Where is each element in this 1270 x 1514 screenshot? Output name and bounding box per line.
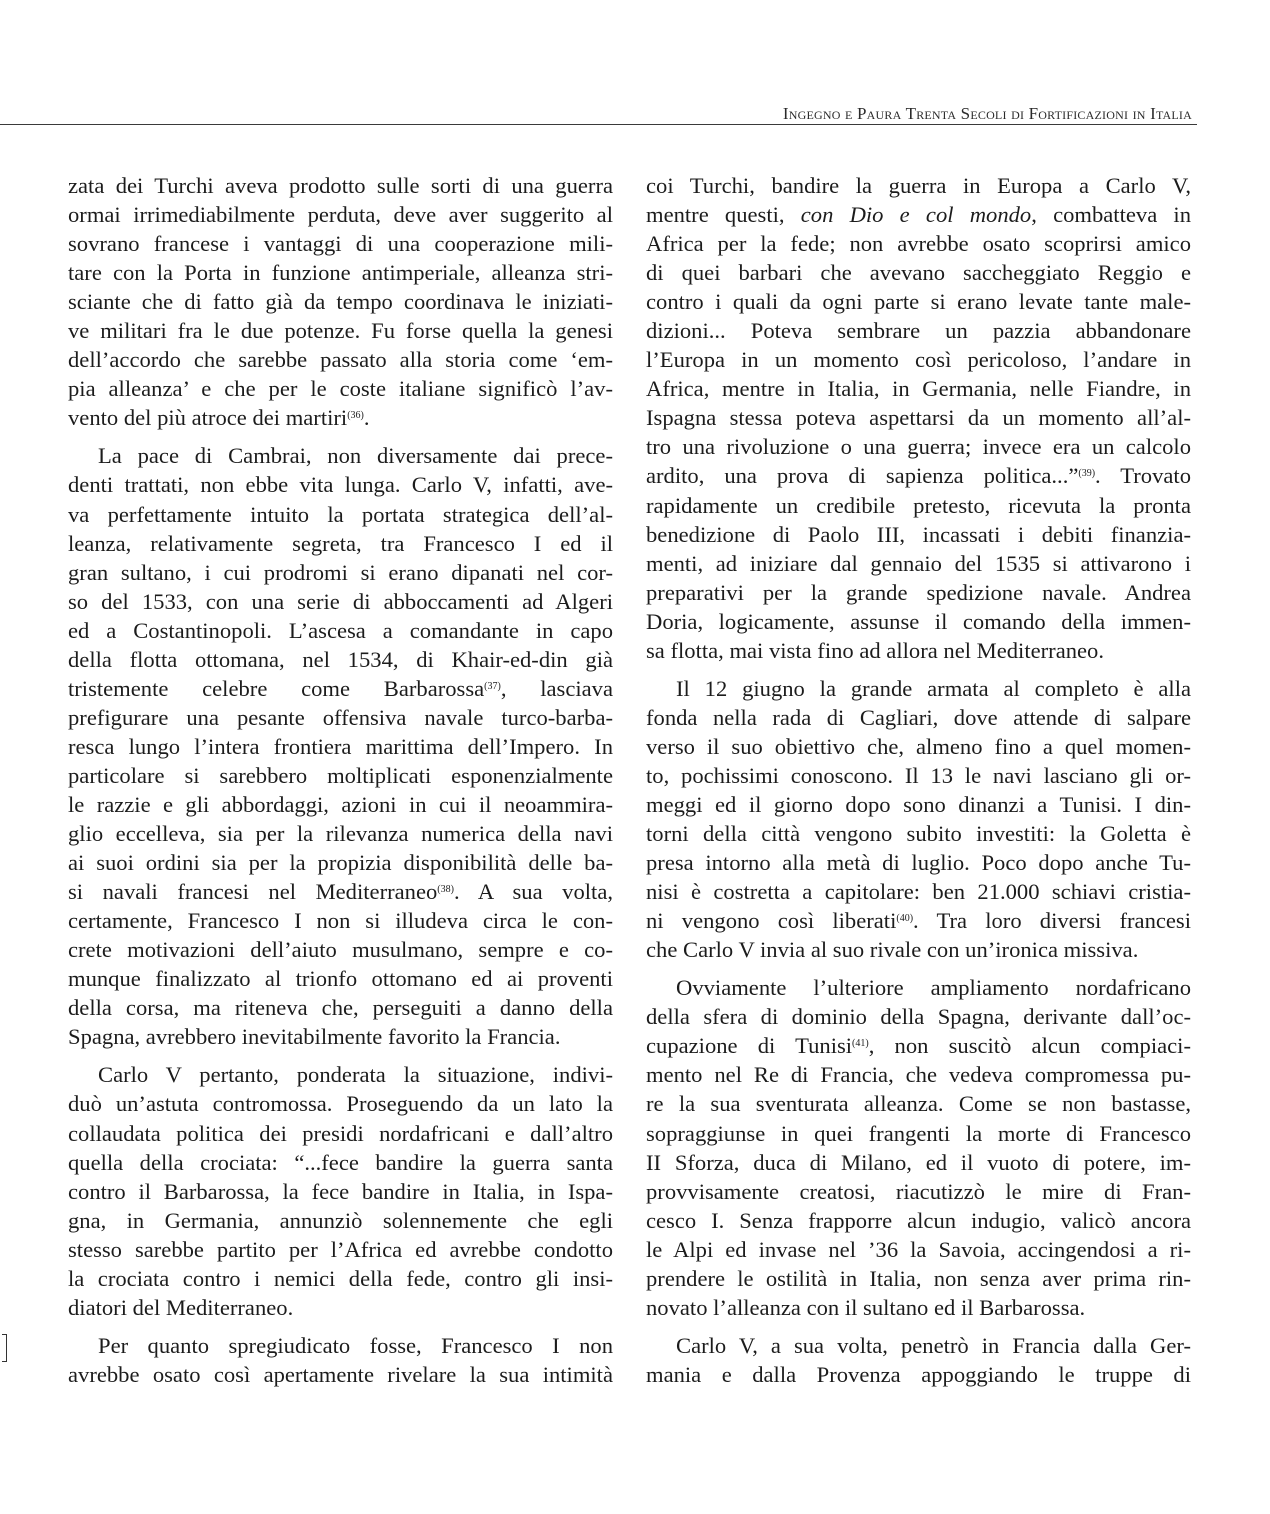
text-line: resca lungo l’intera frontiera marittima dell’Impero. In <box>68 733 613 759</box>
text-line: zata dei Turchi aveva prodotto sulle sorti di una guerra <box>68 173 613 198</box>
header-rule <box>0 124 1197 125</box>
text-line: ormai irrimediabilmente perduta, deve aver suggerito al <box>68 202 613 228</box>
text-line: glio eccelleva, sia per la rilevanza numerica della navi <box>68 821 613 847</box>
text-line: mento nel Re di Francia, che vedeva compromessa pu- <box>646 1062 1191 1088</box>
text-line: gna, in Germania, annunziò solennemente che egli <box>68 1207 613 1233</box>
text-line: to, pochissimi conoscono. Il 13 le navi lasciano gli or- <box>646 762 1191 788</box>
text-line: verso il suo obiettivo che, almeno fino a quel momen- <box>646 733 1191 759</box>
paragraph-5 <box>646 171 1191 665</box>
text-line: re la sua sventurata alleanza. Come se non bastasse, <box>646 1091 1191 1117</box>
text-line: novato l’alleanza con il sultano ed il Barbarossa. <box>646 1294 1086 1320</box>
text-line: diatori del Mediterraneo. <box>68 1294 294 1320</box>
text-line: Spagna, avrebbero inevitabilmente favorito la Francia. <box>68 1024 561 1050</box>
running-header-title: Ingegno e Paura Trenta Secoli di Fortificazioni in Italia <box>782 104 1192 123</box>
text-line: Africa, mentre in Italia, in Germania, nelle Fiandre, in <box>646 376 1191 402</box>
text-line: tristemente celebre come Barbarossa$^{(37)}$, lasciava <box>68 675 613 701</box>
text-line: quella della crociata: “...fece bandire la guerra santa <box>68 1149 613 1175</box>
text-line: mentre questi, con Dio e col mondo, combatteva in <box>646 202 1191 228</box>
paragraph-6 <box>646 674 1191 964</box>
text-line: particolare si sarebbero moltiplicati esponenzialmente <box>68 762 613 788</box>
text-line: prefigurare una pesante offensiva navale turco-barba- <box>68 704 613 730</box>
text-line: provvisamente creatosi, riacutizzò le mire di Fran- <box>646 1178 1191 1204</box>
text-line: della flotta ottomana, nel 1534, di Khair-ed-din già <box>68 646 613 672</box>
text-line: ardito, una prova di sapienza politica...”$^{(39)}$. Trovato <box>646 463 1191 489</box>
text-line: ed a Costantinopoli. L’ascesa a comandante in capo <box>68 617 613 643</box>
text-line: menti, ad iniziare dal gennaio del 1535 si attivarono i <box>646 550 1191 576</box>
text-line: contro il Barbarossa, la fece bandire in Italia, in Ispa- <box>68 1178 613 1204</box>
paragraph-4 <box>68 1331 613 1389</box>
text-line: fonda nella rada di Cagliari, dove attende di salpare <box>646 704 1191 730</box>
footnote-ref: (37) <box>484 680 501 692</box>
text-line: sa flotta, mai vista fino ad allora nel Mediterraneo. <box>646 637 1104 663</box>
text-line: Ispagna stessa poteva aspettarsi da un momento all’al- <box>646 405 1191 431</box>
text-line: ve militari fra le due potenze. Fu forse quella la genesi <box>68 318 613 344</box>
text-line: tare con la Porta in funzione antimperiale, alleanza stri- <box>68 260 613 286</box>
text-line: sciante che di fatto già da tempo coordinava le iniziati- <box>68 289 613 315</box>
text-line: della corsa, ma riteneva che, perseguiti a danno della <box>68 995 613 1021</box>
text-line: l’Europa in un momento così pericoloso, l’andare in <box>646 347 1191 373</box>
text-line: stesso sarebbe partito per l’Africa ed avrebbe condotto <box>68 1236 613 1262</box>
footnote-ref: (36) <box>347 410 364 422</box>
text-line: Per quanto spregiudicato fosse, Francesco I non <box>98 1332 613 1358</box>
margin-bracket-mark <box>2 1334 7 1362</box>
text-line: dizioni... Poteva sembrare un pazzia abbandonare <box>646 318 1191 344</box>
text-line: contro i quali da ogni parte si erano levate tante male- <box>646 289 1191 315</box>
paragraph-3 <box>68 1060 613 1321</box>
text-line: cupazione di Tunisi$^{(41)}$, non suscitò alcun compiaci- <box>646 1033 1191 1059</box>
text-line: so del 1533, con una serie di abboccamenti ad Algeri <box>68 588 613 614</box>
text-line: nisi è costretta a capitolare: ben 21.000 schiavi cristia- <box>646 879 1191 905</box>
text-line: della sfera di dominio della Spagna, derivante dall’oc- <box>646 1004 1191 1030</box>
text-line: ni vengono così liberati$^{(40)}$. Tra loro diversi francesi <box>646 908 1191 934</box>
text-line: collaudata politica dei presidi nordafricani e dall’altro <box>68 1120 613 1146</box>
text-line: denti trattati, non ebbe vita lunga. Carlo V, infatti, ave- <box>68 472 613 498</box>
footnote-ref: (39) <box>1078 468 1096 480</box>
text-line: coi Turchi, bandire la guerra in Europa a Carlo V, <box>646 173 1191 198</box>
text-line: presa intorno alla metà di luglio. Poco dopo anche Tu- <box>646 850 1191 876</box>
text-line: dell’accordo che sarebbe passato alla storia come ‘em- <box>68 347 613 373</box>
text-line: munque finalizzato al trionfo ottomano ed ai proventi <box>68 966 613 992</box>
text-line: Ovviamente l’ulteriore ampliamento nordafricano <box>676 975 1191 1001</box>
footnote-ref: (40) <box>896 913 914 925</box>
text-line: sovrano francese i vantaggi di una cooperazione mili- <box>68 231 613 257</box>
italic-phrase: con Dio e col mondo <box>800 202 1032 228</box>
text-line: La pace di Cambrai, non diversamente dai prece- <box>98 443 613 469</box>
text-line: benedizione di Paolo III, incassati i debiti finanzia- <box>646 521 1191 547</box>
text-line: cesco I. Senza frapporre alcun indugio, valicò ancora <box>646 1207 1191 1233</box>
text-line: tro una rivoluzione o una guerra; invece era un calcolo <box>646 434 1191 460</box>
text-line: duò un’astuta contromossa. Proseguendo da un lato la <box>68 1091 613 1117</box>
text-line: Africa per la fede; non avrebbe osato scoprirsi amico <box>646 231 1191 257</box>
text-line: le Alpi ed invase nel ’36 la Savoia, accingendosi a ri- <box>646 1236 1191 1262</box>
text-line: certamente, Francesco I non si illudeva circa le con- <box>68 908 613 934</box>
text-line: pia alleanza’ e che per le coste italiane significò l’av- <box>68 376 613 402</box>
text-line: Il 12 giugno la grande armata al completo è alla <box>676 675 1191 701</box>
text-line: torni della città vengono subito investiti: la Goletta è <box>646 821 1191 847</box>
text-line: le razzie e gli abbordaggi, azioni in cui il neoammira- <box>68 791 613 817</box>
text-line: mania e dalla Provenza appoggiando le truppe di <box>646 1361 1191 1387</box>
text-line: Carlo V, a sua volta, penetrò in Francia dalla Ger- <box>676 1332 1191 1358</box>
text-line: meggi ed il giorno dopo sono dinanzi a Tunisi. I din- <box>646 791 1191 817</box>
text-line: crete motivazioni dell’aiuto musulmano, sempre e co- <box>68 937 613 963</box>
text-line: gran sultano, i cui prodromi si erano dipanati nel cor- <box>68 559 613 585</box>
footnote-ref: (41) <box>852 1038 869 1050</box>
text-line: che Carlo V invia al suo rivale con un’ironica missiva. <box>646 937 1139 963</box>
left-text-column <box>68 171 613 1389</box>
text-line: la crociata contro i nemici della fede, contro gli insi- <box>68 1265 613 1291</box>
text-line: prendere le ostilità in Italia, non senza aver prima rin- <box>646 1265 1191 1291</box>
paragraph-2 <box>68 441 613 1051</box>
right-text-column <box>646 171 1191 1389</box>
text-line: vento del più atroce dei martiri$^{(36)}$. <box>68 405 370 431</box>
text-line: Doria, logicamente, assunse il comando della immen- <box>646 608 1191 634</box>
paragraph-7 <box>646 973 1191 1322</box>
text-line: preparativi per la grande spedizione navale. Andrea <box>646 579 1191 605</box>
text-line: di quei barbari che avevano saccheggiato Reggio e <box>646 260 1191 286</box>
text-line: si navali francesi nel Mediterraneo$^{(38)}$. A sua volta, <box>68 879 613 905</box>
text-line: leanza, relativamente segreta, tra Francesco I ed il <box>68 530 613 556</box>
paragraph-1 <box>68 171 613 432</box>
text-line: avrebbe osato così apertamente rivelare la sua intimità <box>68 1361 613 1387</box>
text-line: rapidamente un credibile pretesto, ricevuta la pronta <box>646 492 1191 518</box>
text-line: ai suoi ordini sia per la propizia disponibilità delle ba- <box>68 850 613 876</box>
text-line: va perfettamente intuito la portata strategica dell’al- <box>68 501 613 527</box>
text-line: II Sforza, duca di Milano, ed il vuoto di potere, im- <box>646 1149 1191 1175</box>
footnote-ref: (38) <box>437 884 454 896</box>
text-line: Carlo V pertanto, ponderata la situazione, indivi- <box>98 1062 613 1088</box>
text-line: sopraggiunse in quei frangenti la morte di Francesco <box>646 1120 1191 1146</box>
paragraph-8 <box>646 1331 1191 1389</box>
